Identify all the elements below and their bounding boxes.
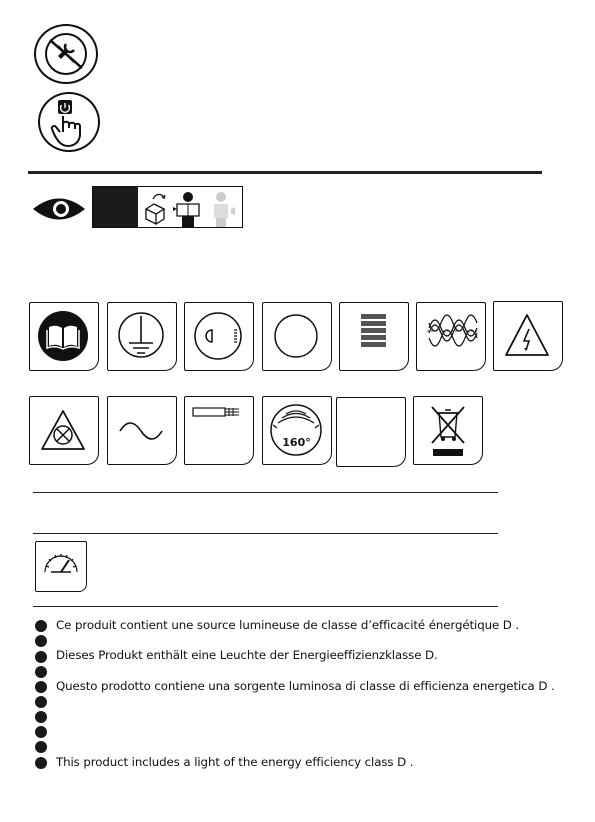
energy-statement-it: Questo prodotto contiene una sorgente luminosa di classe di efficienza energetica D . bbox=[56, 679, 555, 693]
bullet-8 bbox=[35, 726, 47, 738]
touch-power-button-icon bbox=[38, 92, 100, 152]
read-manual-icon bbox=[29, 302, 99, 371]
filter-layers-icon bbox=[339, 302, 409, 371]
energy-statement-fr: Ce produit contient une source lumineuse de classe d’efficacité énergétique D . bbox=[56, 618, 520, 632]
energy-statement-de: Dieses Produkt enthält eine Leuchte der Energieeffizienzklasse D. bbox=[56, 648, 438, 662]
beam-angle-icon bbox=[262, 396, 332, 465]
class-ii-circle-icon bbox=[262, 302, 332, 371]
electric-hazard-icon bbox=[493, 301, 563, 371]
divider-line-3 bbox=[33, 606, 498, 607]
divider-line-2 bbox=[33, 533, 498, 534]
no-installation-tools-icon bbox=[34, 24, 98, 84]
bullet-4 bbox=[35, 666, 47, 678]
divider-line-1 bbox=[33, 492, 498, 493]
no-lamp-triangle-icon bbox=[29, 396, 99, 465]
bullet-9 bbox=[35, 741, 47, 753]
cable-connector-icon bbox=[184, 396, 254, 465]
bullet-3 bbox=[35, 651, 47, 663]
alternating-current-icon bbox=[107, 396, 177, 465]
energy-efficiency-gauge-icon bbox=[35, 541, 87, 592]
beam-angle-label: 160° bbox=[282, 436, 311, 449]
bullet-6 bbox=[35, 696, 47, 708]
read-instructions-strip-icon bbox=[92, 186, 243, 228]
bullet-7 bbox=[35, 711, 47, 723]
bullet-2 bbox=[35, 635, 47, 647]
ip-vibration-icon bbox=[416, 302, 486, 371]
section-separator-thick bbox=[28, 171, 542, 174]
bullet-1 bbox=[35, 620, 47, 632]
bullet-10 bbox=[35, 757, 47, 769]
energy-statement-en: This product includes a light of the energy efficiency class D . bbox=[56, 755, 414, 769]
earth-ground-icon bbox=[107, 302, 177, 371]
weee-bin-icon bbox=[413, 396, 483, 465]
bullet-5 bbox=[35, 681, 47, 693]
eye-icon bbox=[31, 194, 87, 224]
light-source-icon bbox=[184, 302, 254, 371]
blank-box-icon bbox=[336, 397, 406, 467]
